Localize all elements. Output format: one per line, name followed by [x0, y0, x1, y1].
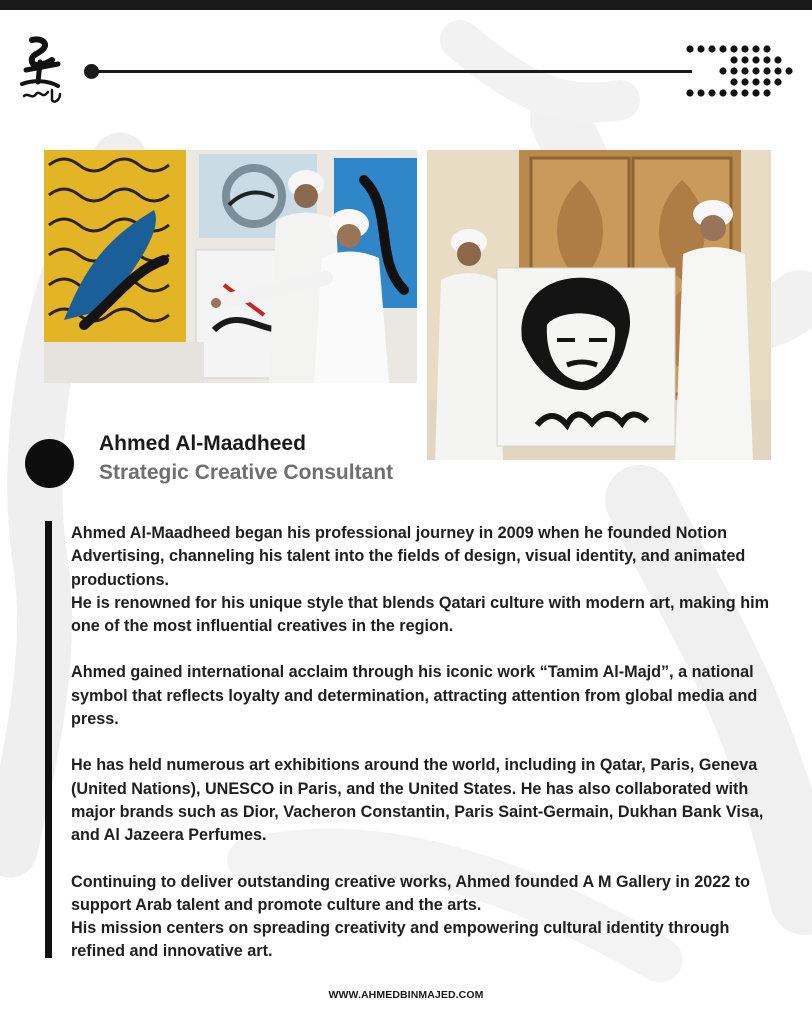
artwork-presentation-photo [427, 150, 771, 460]
website-link[interactable]: WWW.AHMEDBINMAJED.COM [328, 989, 484, 1001]
profile-title: Strategic Creative Consultant [99, 461, 394, 484]
bio-paragraph: Ahmed gained international acclaim through his iconic work “Tamim Al-Majd”, a national symbol that reflects loyalty and determination, attracting attention from global media and press. [71, 663, 758, 729]
header-divider [92, 70, 692, 73]
bio-text: His mission centers on spreading creativity and empowering cultural identity through refined and innovative art. [71, 919, 730, 961]
name-bullet-icon [25, 439, 74, 488]
bio-text: Ahmed Al-Maadheed began his professional journey in 2009 when he founded Notion Advertising, channeling his talent into the fields of design, visual identity, and animated productions. [71, 524, 746, 589]
exhibition-photo [44, 150, 417, 383]
bio-text: Continuing to deliver outstanding creative works, Ahmed founded A M Gallery in 2022 to support Arab talent and promote culture and the arts. [71, 872, 751, 914]
bio-accent-bar [45, 521, 52, 958]
bio-section [71, 522, 783, 964]
bio-paragraph [71, 871, 783, 964]
bio-paragraph [71, 522, 783, 638]
dot-grid-icon [684, 44, 800, 98]
bio-paragraph: He has held numerous art exhibitions around the world, including in Qatar, Paris, Geneva (United Nations), UNESCO in Paris, and the United States. He has also collaborated with major brands such as Dior, Vacheron Constantin, Paris Saint-Germain, Dukhan Bank Visa, and Al Jazeera Perfumes. [71, 756, 764, 845]
profile-name: Ahmed Al-Maadheed [99, 432, 306, 455]
calligraphy-logo-icon [18, 34, 66, 114]
bio-text: He is renowned for his unique style that blends Qatari culture with modern art, making him one of the most influential creatives in the region. [71, 593, 769, 636]
